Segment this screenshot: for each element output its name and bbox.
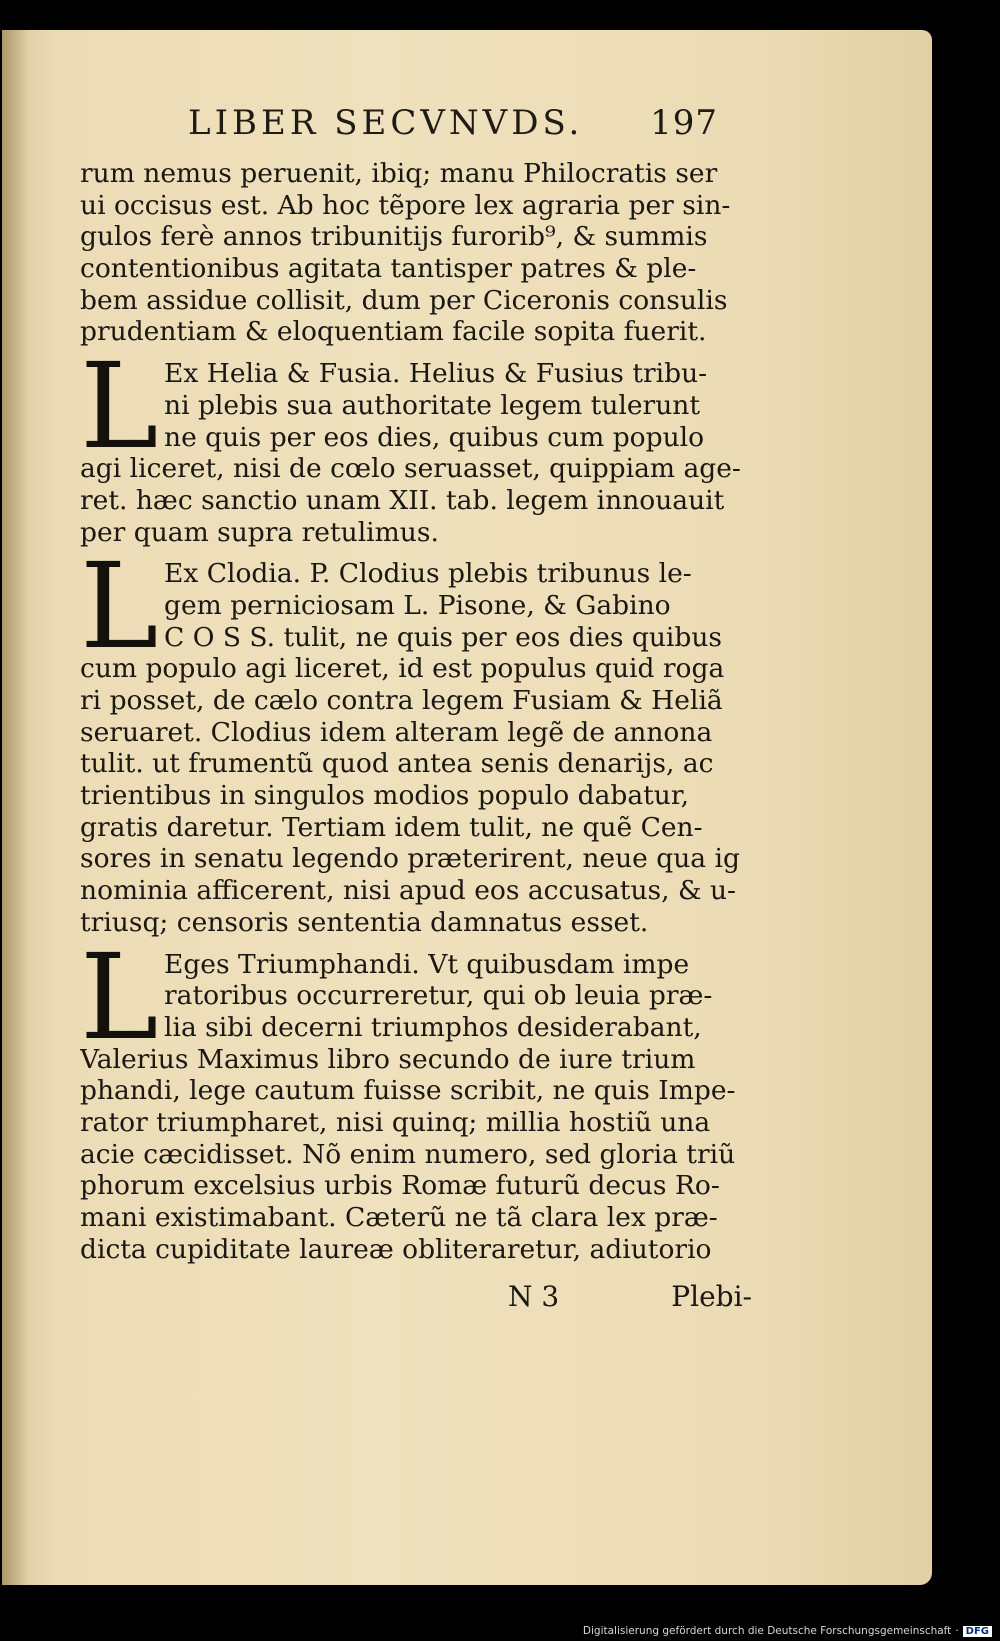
text-line: ui occisus est. Ab hoc tẽpore lex agraria per sin-: [80, 189, 731, 221]
drop-cap-initial: L: [80, 337, 159, 476]
text-line: Ex Clodia. P. Clodius plebis tribunus le-: [164, 558, 692, 590]
text-line: nominia afficerent, nisi apud eos accusatus, & u-: [80, 875, 736, 907]
text-line: phorum excelsius urbis Romæ futurũ decus Ro-: [80, 1170, 720, 1202]
signature-mark: N 3: [508, 1280, 560, 1313]
folio-number: 197: [650, 103, 718, 143]
running-head-title: LIBER SECVNVDS.: [188, 103, 584, 143]
text-line: agi liceret, nisi de cœlo seruasset, quippiam age-: [80, 453, 741, 485]
text-line: seruaret. Clodius idem alteram legẽ de annona: [80, 716, 713, 748]
text-line: triusq; censoris sententia damnatus esset.: [80, 906, 649, 938]
text-line: contentionibus agitata tantisper patres & ple-: [80, 253, 697, 285]
text-line: ri posset, de cælo contra legem Fusiam & Heliã: [80, 685, 723, 716]
text-line: Valerius Maximus libro secundo de iure trium: [80, 1043, 696, 1075]
text-line: C O S S. tulit, ne quis per eos dies quibus: [164, 621, 723, 653]
text-line: phandi, lege cautum fuisse scribit, ne quis Impe-: [80, 1075, 736, 1107]
text-line: rator triumpharet, nisi quinq; millia hostiũ una: [80, 1106, 711, 1138]
text-line: dicta cupiditate laureæ obliteraretur, adiutorio: [80, 1233, 712, 1265]
catchword-line: [508, 1280, 752, 1313]
text-line: prudentiam & eloquentiam facile sopita fuerit.: [80, 316, 707, 348]
catchword: Plebi-: [671, 1280, 752, 1313]
text-line: tulit. ut frumentũ quod antea senis denarijs, ac: [80, 748, 714, 780]
text-line: ratoribus occurreretur, qui ob leuia præ-: [164, 980, 713, 1012]
drop-cap-initial: L: [80, 927, 159, 1066]
credit-text: Digitalisierung gefördert durch die Deutsche Forschungsgemeinschaft: [582, 1625, 952, 1637]
book-page: [2, 30, 932, 1585]
paragraph-leges-triumphandi: [80, 927, 748, 1266]
running-head: [188, 103, 718, 143]
text-line: ne quis per eos dies, quibus cum populo: [164, 421, 705, 453]
drop-cap-initial: L: [80, 537, 159, 676]
text-line: lia sibi decerni triumphos desiderabant,: [164, 1011, 702, 1043]
paragraph-lex-clodia: [80, 537, 748, 938]
gutter-shadow: [2, 30, 28, 1585]
text-line: ret. hæc sanctio unam XII. tab. legem innouauit: [80, 484, 725, 516]
paragraph-lex-helia-fusia: [80, 337, 748, 548]
text-line: Eges Triumphandi. Vt quibusdam impe: [164, 948, 690, 980]
text-line: sores in senatu legendo præterirent, neue qua ig: [80, 843, 740, 875]
text-line: per quam supra retulimus.: [80, 516, 439, 548]
text-line: gratis daretur. Tertiam idem tulit, ne quẽ Cen-: [80, 811, 703, 843]
dfg-logo: DFG: [963, 1626, 992, 1637]
body-text: [80, 158, 748, 1265]
text-line: trientibus in singulos modios populo dabatur,: [80, 780, 690, 812]
text-line: Ex Helia & Fusia. Helius & Fusius tribu-: [164, 358, 708, 390]
text-line: acie cæcidisset. Nõ enim numero, sed gloria triũ: [80, 1138, 736, 1170]
digitization-credit: [583, 1625, 992, 1637]
text-line: mani existimabant. Cæterũ ne tã clara lex præ-: [80, 1202, 718, 1233]
credit-separator: ·: [955, 1625, 959, 1637]
text-line: gem perniciosam L. Pisone, & Gabino: [164, 589, 671, 621]
text-line: bem assidue collisit, dum per Ciceronis consulis: [80, 284, 728, 316]
paragraph: [80, 158, 748, 348]
text-line: ni plebis sua authoritate legem tulerunt: [164, 389, 701, 421]
text-line: gulos ferè annos tribunitijs furorib⁹, & summis: [80, 221, 708, 253]
text-line: cum populo agi liceret, id est populus quid roga: [80, 653, 725, 685]
text-line: rum nemus peruenit, ibiq; manu Philocratis ser: [80, 158, 718, 189]
